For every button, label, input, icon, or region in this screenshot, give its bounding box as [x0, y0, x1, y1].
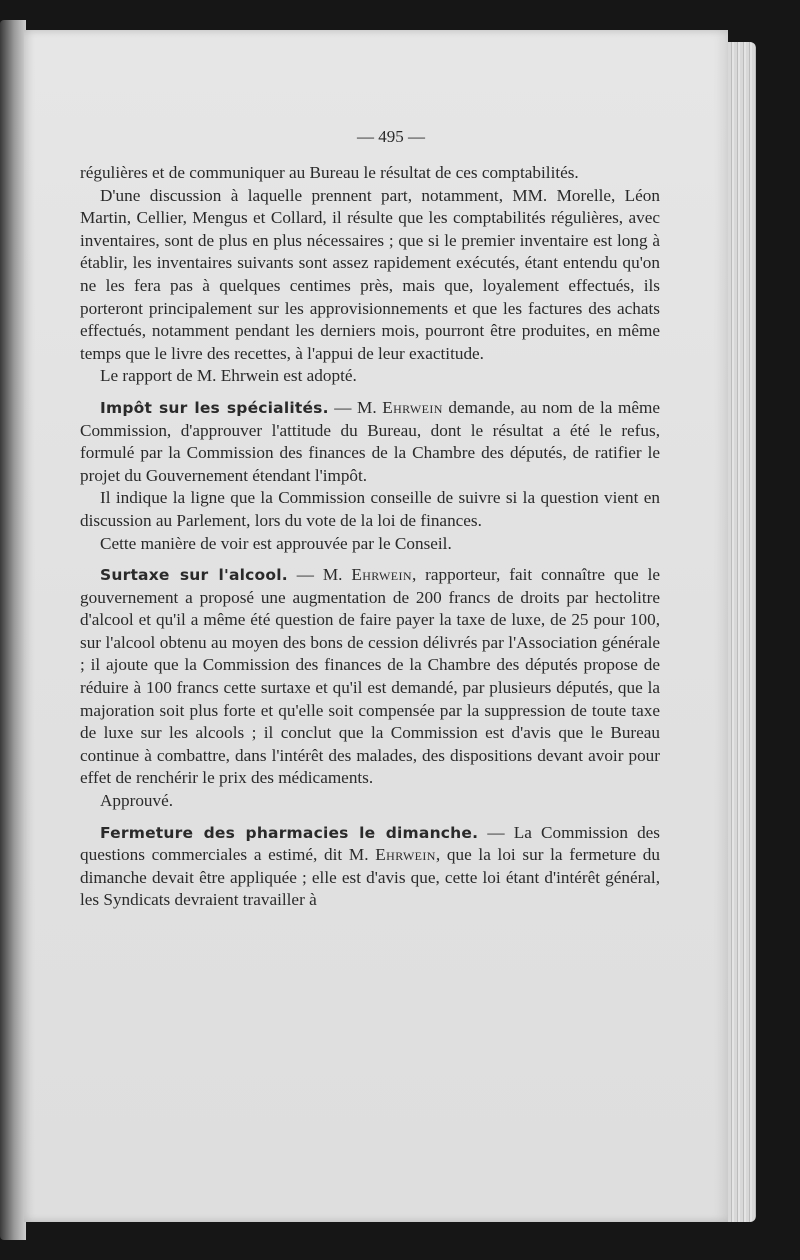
- section-body-surtaxe: , rapporteur, fait connaître que le gouvernement a proposé une augmentation de 200 francs de droits par hectolitre d'alcool et qu'il a même été question de faire payer la taxe de luxe, de 25 pour 100, sur l'alcool obtenu au moyen des bons de cession délivrés par l'Association générale ; il ajoute que la Commission des finances de la Chambre des députés propose de réduire à 100 francs cette surtaxe et qu'il est demandé, par plusieurs députés, que la majoration soit plus forte et qu'elle soit compensée par la suppression de toute taxe de luxe sur les alcools ; il conclut que la Commission est d'avis que le Bureau continue à combattre, dans l'intérêt des malades, des dispositions devant avoir pour effet de renchérir le prix des médicaments.: [80, 565, 660, 788]
- page-number: — 495 —: [357, 127, 425, 146]
- section-dash: — M.: [287, 565, 352, 585]
- book-spine: [0, 20, 26, 1240]
- paragraph-ligne: Il indique la ligne que la Commission conseille de suivre si la question vient en discussion au Parlement, lors du vote de la loi de finances.: [80, 488, 660, 530]
- section-heading-impot: Impôt sur les spécialités.: [100, 398, 329, 417]
- body-text: [80, 162, 660, 912]
- section-body-impot: demande, au nom de la même Commission, d'approuver l'attitude du Bureau, dont le résultat a été le refus, formulé par la Commission des finances de la Chambre des députés, de ratifier le projet du Gouvernement étendant l'impôt.: [80, 397, 660, 485]
- section-intro-fermeture: — La Commission des questions commerciales a estimé, dit M.: [80, 822, 660, 865]
- speaker-name: Ehrwein: [351, 565, 412, 585]
- page-sheet: [24, 30, 728, 1222]
- paragraph-adoption: Le rapport de M. Ehrwein est adopté.: [100, 366, 357, 386]
- section-heading-surtaxe: Surtaxe sur l'alcool.: [100, 566, 288, 585]
- paragraph-approval: Cette manière de voir est approuvée par le Conseil.: [100, 533, 452, 553]
- section-heading-fermeture: Fermeture des pharmacies le dimanche.: [100, 823, 479, 842]
- speaker-name: Ehrwein: [382, 397, 443, 417]
- paragraph-approuve: Approuvé.: [100, 791, 174, 811]
- section-impot: [80, 397, 660, 487]
- section-surtaxe: [80, 564, 660, 790]
- section-body-fermeture: , que la loi sur la fermeture du dimanche devait être appliquée ; elle est d'avis que, cette loi étant d'intérêt général, les Syndicats devraient travailler à: [80, 845, 660, 910]
- section-dash: — M.: [328, 397, 383, 417]
- paragraph-discussion: D'une discussion à laquelle prennent part, notamment, MM. Morelle, Léon Martin, Cellier, Mengus et Collard, il résulte que les comptabilités régulières, avec inventaires, sont de plus en plus nécessaires ; que si le premier inventaire est long à établir, les inventaires suivants sont assez rapidement exécutés, étant entendu qu'on ne les fera pas à quelques centimes près, mais que, loyalement effectués, ils porteront principalement sur les approvisionnements et que les factures des achats effectués, notamment pendant les derniers mois, pourront être produites, en même temps que le livre des recettes, à l'appui de leur exactitude.: [80, 185, 660, 363]
- section-fermeture: [80, 822, 660, 912]
- paragraph-continuation: régulières et de communiquer au Bureau le résultat de ces comptabilités.: [80, 163, 579, 182]
- speaker-name: Ehrwein: [375, 845, 436, 865]
